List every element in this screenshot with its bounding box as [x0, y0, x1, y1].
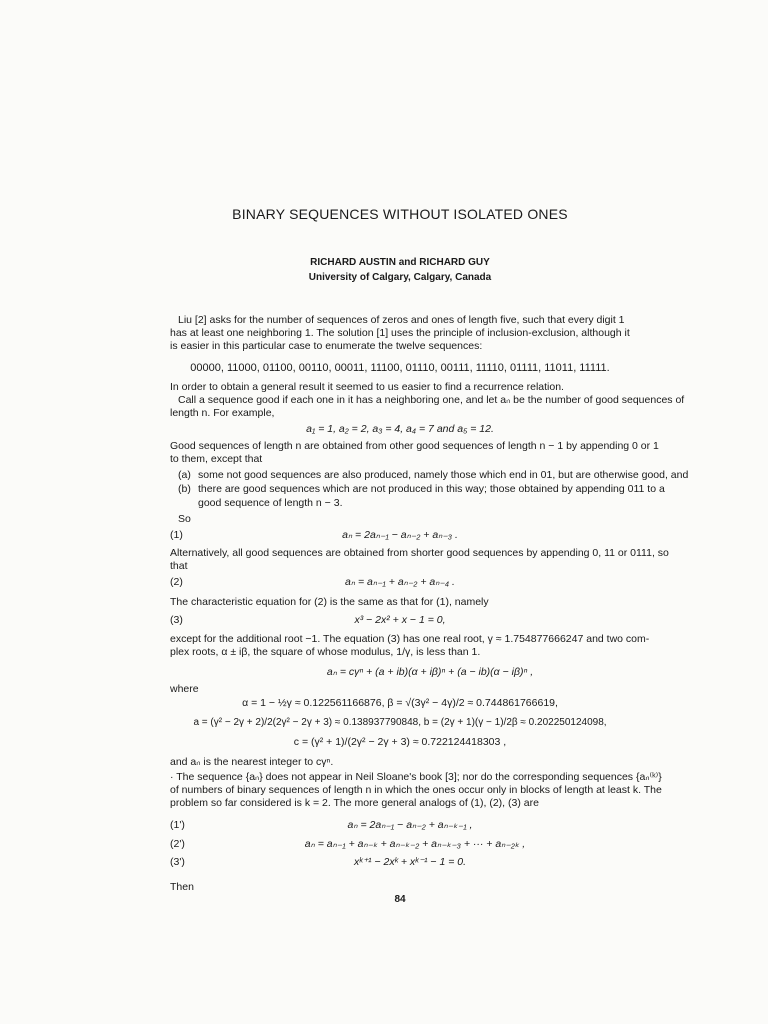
equation-a-b: a = (γ² − 2γ + 2)/2(2γ² − 2γ + 3) ≈ 0.138937790848, b = (2γ + 1)(γ − 1)/2β ≈ 0.202250124098, — [193, 717, 607, 728]
equation-1prime: aₙ = 2aₙ₋₁ − aₙ₋₂ + aₙ₋ₖ₋₁ , — [347, 819, 473, 831]
equation-3prime-label: (3') — [170, 856, 185, 868]
paragraph-roots: except for the additional root −1. The equation (3) has one real root, γ ≈ 1.754877666247 and two com- — [170, 633, 650, 645]
paragraph-recurrence: In order to obtain a general result it seemed to us easier to find a recurrence relation. — [170, 381, 564, 393]
equation-3prime: xᵏ⁺¹ − 2xᵏ + xᵏ⁻¹ − 1 = 0. — [353, 856, 467, 868]
equation-an-closed-form: aₙ = cγⁿ + (a + ib)(α + iβ)ⁿ + (a − ib)(α − iβ)ⁿ , — [326, 666, 534, 678]
equation-1: aₙ = 2aₙ₋₁ − aₙ₋₂ + aₙ₋₃ . — [342, 529, 458, 541]
paragraph-good-sequences-cont: to them, except that — [170, 453, 263, 465]
equation-2: aₙ = aₙ₋₁ + aₙ₋₂ + aₙ₋₄ . — [345, 576, 455, 588]
equation-c: c = (γ² + 1)/(2γ² − 2γ + 3) ≈ 0.722124418303 , — [293, 736, 507, 748]
paragraph-alternatively-cont: that — [170, 560, 188, 572]
equation-3-label: (3) — [170, 614, 183, 626]
paragraph-nearest-integer: and aₙ is the nearest integer to cγⁿ. — [170, 756, 334, 768]
paragraph-sloane-cont-2: problem so far considered is k = 2. The more general analogs of (1), (2), (3) are — [170, 797, 539, 809]
equation-1-label: (1) — [170, 529, 183, 541]
paragraph-sloane-cont: of numbers of binary sequences of length n in which the ones occur only in blocks of length at least k. The — [170, 784, 662, 796]
item-b-label: (b) — [178, 483, 191, 495]
then-text: Then — [170, 881, 194, 893]
paragraph-sloane: · The sequence {aₙ} does not appear in Neil Sloane's book [3]; nor do the corresponding sequences {aₙ⁽ᵏ⁾} — [170, 771, 662, 783]
paragraph-characteristic: The characteristic equation for (2) is the same as that for (1), namely — [170, 596, 489, 608]
paragraph-intro: Liu [2] asks for the number of sequences of zeros and ones of length five, such that every digit 1 has at least one neighboring 1. The solution [1] uses the principle of inclusion-exclusion, although it is easier in this particular case to enumerate the twelve sequences: — [170, 314, 630, 352]
paragraph-good-sequences: Good sequences of length n are obtained from other good sequences of length n − 1 by appending 0 or 1 — [170, 440, 659, 452]
paragraph-alternatively: Alternatively, all good sequences are obtained from shorter good sequences by appending 0, 11 or 0111, so — [170, 547, 669, 559]
equation-example: a₁ = 1, a₂ = 2, a₃ = 4, a₄ = 7 and a₅ = 12. — [306, 423, 494, 435]
paragraph-good-definition-cont: length n. For example, — [170, 407, 275, 419]
so-text: So — [178, 513, 191, 525]
where-text: where — [170, 683, 199, 695]
paragraph-roots-cont: plex roots, α ± iβ, the square of whose modulus, 1/γ, is less than 1. — [170, 646, 481, 658]
paper-title: BINARY SEQUENCES WITHOUT ISOLATED ONES — [232, 206, 568, 222]
page-number: 84 — [394, 894, 406, 905]
equation-alpha-beta: α = 1 − ½γ ≈ 0.122561166876, β = √(3γ² − 4γ)/2 ≈ 0.744861766619, — [242, 697, 558, 709]
sequence-list: 00000, 11000, 01100, 00110, 00011, 11100, 01110, 00111, 11110, 01111, 11011, 11111. — [190, 362, 610, 374]
item-b-text-cont: good sequence of length n − 3. — [198, 497, 343, 509]
paper-affiliation: University of Calgary, Calgary, Canada — [308, 272, 492, 283]
paper-authors: RICHARD AUSTIN and RICHARD GUY — [310, 257, 490, 268]
equation-1prime-label: (1') — [170, 819, 185, 831]
item-a-label: (a) — [178, 469, 191, 481]
paragraph-good-definition: Call a sequence good if each one in it has a neighboring one, and let aₙ be the number of good sequences of — [178, 394, 685, 406]
item-a-text: some not good sequences are also produced, namely those which end in 01, but are otherwise good, and — [198, 469, 689, 481]
item-b-text: there are good sequences which are not produced in this way; those obtained by appending 011 to a — [198, 483, 665, 495]
equation-2prime-label: (2') — [170, 838, 185, 850]
equation-3: x³ − 2x² + x − 1 = 0, — [354, 614, 446, 626]
equation-2-label: (2) — [170, 576, 183, 588]
equation-2prime: aₙ = aₙ₋₁ + aₙ₋ₖ + aₙ₋ₖ₋₂ + aₙ₋ₖ₋₃ + ··· + aₙ₋₂ₖ , — [304, 838, 526, 850]
